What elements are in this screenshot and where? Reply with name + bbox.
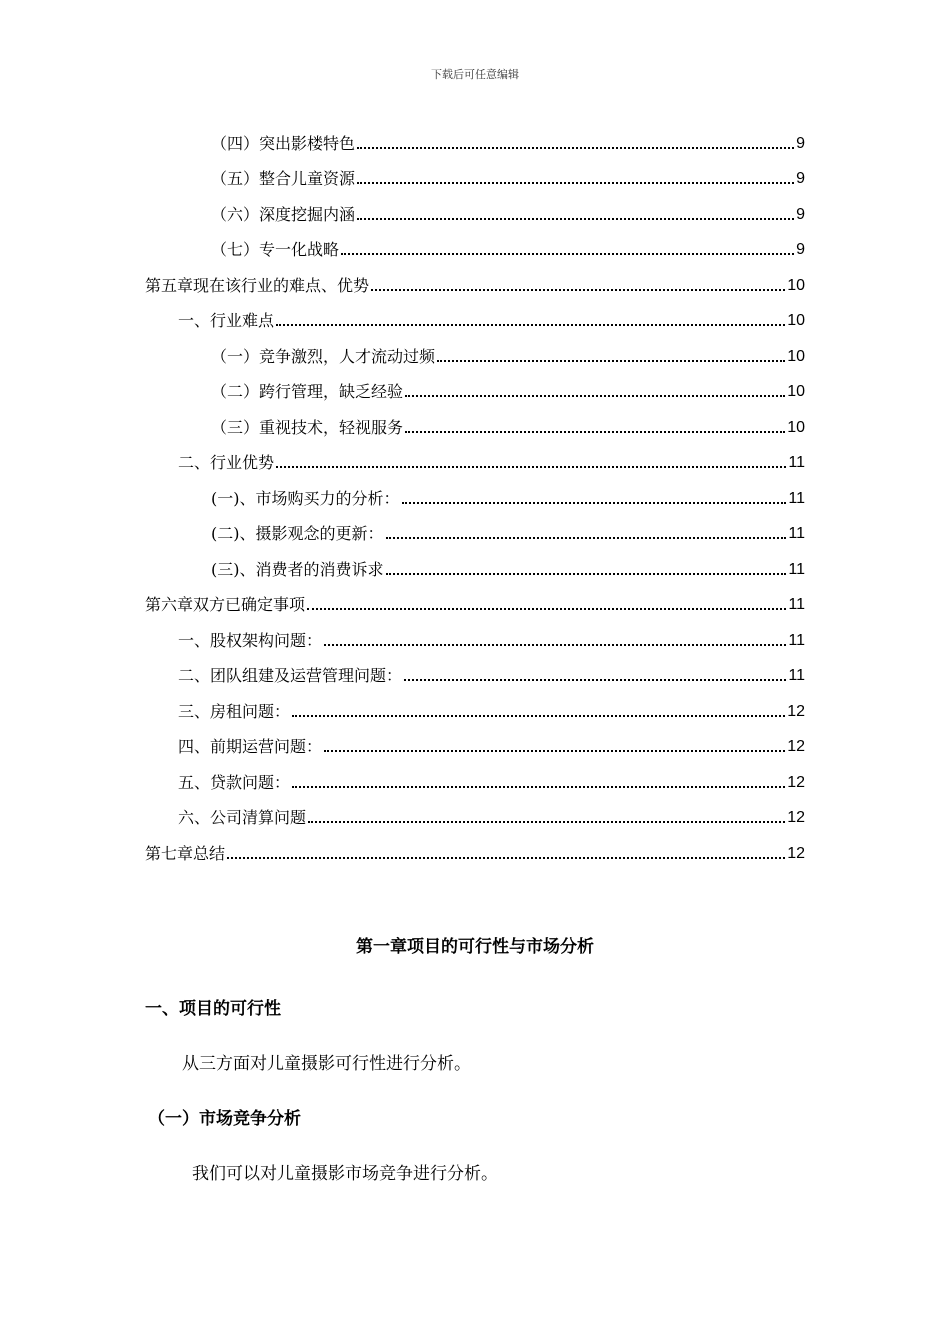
toc-dot-leader	[357, 218, 794, 220]
toc-page-number: 10	[787, 347, 805, 365]
toc-dot-leader	[402, 502, 787, 504]
toc-entry-label: 一、股权架构问题：	[178, 630, 323, 650]
toc-entry-label: （三）重视技术，轻视服务	[211, 417, 404, 437]
toc-dot-leader	[405, 395, 785, 397]
toc-dot-leader	[386, 537, 787, 539]
toc-entry[interactable]	[145, 260, 805, 296]
toc-dot-leader	[405, 431, 785, 433]
toc-page-number: 10	[787, 312, 805, 329]
toc-entry-label: (二)、摄影观念的更新：	[211, 524, 384, 543]
toc-entry-label: 第五章现在该行业的难点、优势	[145, 275, 370, 295]
toc-entry-label: 四、前期运营问题：	[178, 737, 323, 756]
toc-entry[interactable]	[145, 118, 805, 154]
toc-entry[interactable]	[145, 367, 805, 403]
toc-entry[interactable]	[145, 544, 805, 580]
toc-entry-label: （五）整合儿童资源	[211, 169, 356, 188]
toc-entry[interactable]	[145, 580, 805, 616]
toc-page-number: 9	[796, 205, 805, 223]
toc-entry[interactable]	[145, 296, 805, 332]
toc-page-number: 11	[788, 596, 805, 613]
page-header: 下载后可任意编辑	[431, 68, 519, 81]
toc-entry-label: （四）突出影楼特色	[211, 133, 356, 153]
toc-entry[interactable]	[145, 189, 805, 225]
toc-dot-leader	[437, 360, 785, 362]
toc-entry[interactable]	[145, 402, 805, 438]
toc-dot-leader	[307, 608, 786, 610]
toc-page-number: 12	[787, 809, 805, 826]
toc-entry-label: 三、房租问题：	[178, 701, 291, 721]
toc-dot-leader	[227, 857, 785, 859]
toc-dot-leader	[386, 573, 787, 575]
toc-entry[interactable]	[145, 757, 805, 793]
toc-dot-leader	[324, 750, 785, 752]
toc-entry[interactable]	[145, 686, 805, 722]
toc-entry-label: 一、行业难点	[178, 311, 275, 330]
paragraph: 我们可以对儿童摄影市场竞争进行分析。	[192, 1164, 498, 1184]
toc-entry-label: 二、团队组建及运营管理问题：	[178, 666, 403, 685]
toc-entry[interactable]	[145, 473, 805, 509]
toc-page-number: 12	[787, 773, 805, 791]
toc-dot-leader	[341, 253, 794, 255]
toc-page-number: 11	[788, 631, 805, 649]
toc-dot-leader	[276, 466, 786, 468]
toc-page-number: 10	[787, 276, 805, 294]
subsection-title: （一）市场竞争分析	[148, 1109, 301, 1129]
toc-dot-leader	[276, 324, 785, 326]
toc-dot-leader	[404, 679, 786, 681]
toc-entry[interactable]	[145, 331, 805, 367]
toc-entry-label: （一）竞争激烈，人才流动过频	[211, 346, 436, 366]
toc-page-number: 9	[796, 170, 805, 187]
chapter-title: 第一章项目的可行性与市场分析	[356, 937, 594, 957]
toc-entry-label: 二、行业优势	[178, 453, 275, 472]
toc-page-number: 11	[788, 560, 805, 578]
toc-entry[interactable]	[145, 225, 805, 261]
toc-entry[interactable]	[145, 509, 805, 545]
toc-page-number: 12	[787, 738, 805, 755]
toc-entry-label: 第七章总结	[145, 843, 226, 863]
toc-entry-label: （二）跨行管理，缺乏经验	[211, 382, 404, 401]
toc-entry[interactable]	[145, 722, 805, 758]
toc-entry[interactable]	[145, 438, 805, 474]
toc-page-number: 9	[796, 241, 805, 258]
toc-dot-leader	[308, 821, 785, 823]
toc-page-number: 10	[787, 418, 805, 436]
toc-entry-label: (三)、消费者的消费诉求	[211, 559, 384, 579]
toc-entry[interactable]	[145, 793, 805, 829]
toc-dot-leader	[371, 289, 785, 291]
paragraph: 从三方面对儿童摄影可行性进行分析。	[182, 1054, 471, 1074]
toc-entry-label: 第六章双方已确定事项	[145, 595, 306, 614]
table-of-contents	[145, 118, 805, 864]
section-title: 一、项目的可行性	[145, 999, 281, 1019]
toc-page-number: 12	[787, 844, 805, 862]
toc-dot-leader	[324, 644, 786, 646]
toc-entry[interactable]	[145, 828, 805, 864]
toc-page-number: 11	[788, 489, 805, 507]
toc-entry-label: 六、公司清算问题	[178, 808, 307, 827]
toc-page-number: 12	[787, 702, 805, 720]
toc-entry-label: 五、贷款问题：	[178, 772, 291, 792]
toc-dot-leader	[292, 715, 785, 717]
toc-dot-leader	[292, 786, 785, 788]
toc-entry[interactable]	[145, 154, 805, 190]
toc-dot-leader	[357, 147, 794, 149]
toc-page-number: 9	[796, 134, 805, 152]
toc-entry[interactable]	[145, 615, 805, 651]
toc-entry-label: （六）深度挖掘内涵	[211, 204, 356, 224]
toc-dot-leader	[357, 182, 794, 184]
toc-page-number: 11	[788, 525, 805, 542]
toc-entry[interactable]	[145, 651, 805, 687]
toc-entry-label: (一)、市场购买力的分析：	[211, 488, 400, 508]
toc-page-number: 11	[788, 667, 805, 684]
toc-page-number: 10	[787, 383, 805, 400]
toc-page-number: 11	[788, 454, 805, 471]
toc-entry-label: （七）专一化战略	[211, 240, 340, 259]
